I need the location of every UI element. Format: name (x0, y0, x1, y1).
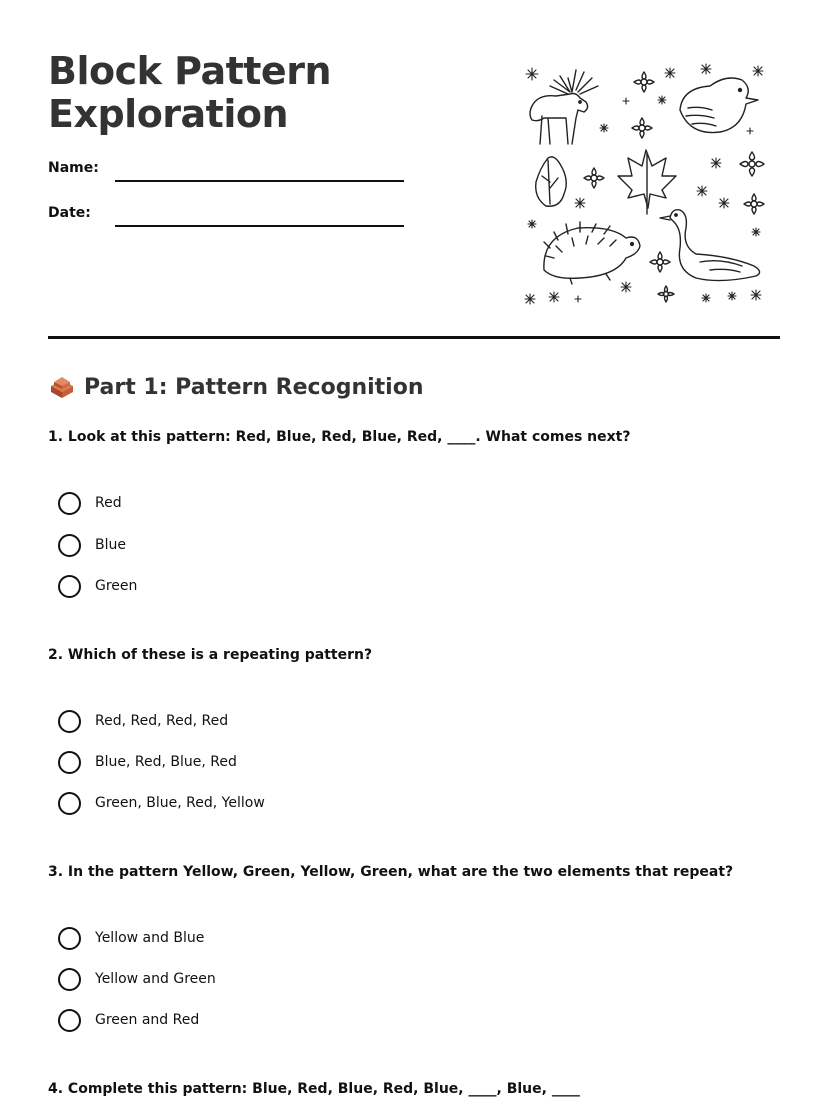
radio-button[interactable] (58, 534, 81, 557)
option-q2-b[interactable] (58, 750, 237, 774)
option-label: Yellow and Blue (95, 930, 205, 946)
option-q2-a[interactable] (58, 709, 228, 733)
option-label: Blue, Red, Blue, Red (95, 754, 237, 770)
radio-button[interactable] (58, 1009, 81, 1032)
porcupine-icon (544, 222, 640, 284)
option-label: Green and Red (95, 1012, 200, 1028)
radio-button[interactable] (58, 710, 81, 733)
option-q1-a[interactable] (58, 491, 122, 515)
duck-icon (660, 210, 760, 281)
option-label: Blue (95, 537, 126, 553)
option-label: Green, Blue, Red, Yellow (95, 795, 265, 811)
date-field[interactable] (115, 225, 404, 227)
moose-icon (530, 70, 598, 144)
brick-icon (48, 374, 76, 400)
page-title (48, 50, 331, 136)
question-4: 4. Complete this pattern: Blue, Red, Blue, Red, Blue, ____, Blue, ____ (48, 1081, 580, 1097)
option-q3-a[interactable] (58, 926, 204, 950)
oak-leaf-icon (536, 157, 567, 206)
question-1: 1. Look at this pattern: Red, Blue, Red, Blue, Red, ____. What comes next? (48, 429, 631, 445)
option-q2-c[interactable] (58, 791, 265, 815)
radio-button[interactable] (58, 751, 81, 774)
option-label: Green (95, 578, 138, 594)
option-q3-c[interactable] (58, 1008, 199, 1032)
radio-button[interactable] (58, 575, 81, 598)
flower-icon (584, 72, 764, 302)
snowflake-icon (525, 64, 763, 304)
option-label: Red, Red, Red, Red (95, 713, 229, 729)
option-q1-c[interactable] (58, 574, 137, 598)
radio-button[interactable] (58, 492, 81, 515)
radio-button[interactable] (58, 927, 81, 950)
section-heading (48, 374, 423, 400)
bird-icon (680, 78, 758, 133)
date-label: Date: (48, 205, 91, 221)
title-line-1: Block Pattern (48, 49, 331, 93)
radio-button[interactable] (58, 792, 81, 815)
question-2: 2. Which of these is a repeating pattern? (48, 647, 373, 663)
title-line-2: Exploration (48, 92, 289, 136)
section-divider (48, 336, 780, 339)
option-q3-b[interactable] (58, 967, 216, 991)
name-field[interactable] (115, 180, 404, 182)
question-3: 3. In the pattern Yellow, Green, Yellow, Green, what are the two elements that repeat? (48, 864, 734, 880)
section-heading-text: Part 1: Pattern Recognition (84, 374, 424, 400)
option-q1-b[interactable] (58, 533, 126, 557)
maple-leaf-icon (618, 150, 676, 214)
radio-button[interactable] (58, 968, 81, 991)
option-label: Yellow and Green (95, 971, 216, 987)
name-label: Name: (48, 160, 99, 176)
wildlife-illustration (520, 58, 770, 310)
option-label: Red (95, 495, 122, 511)
